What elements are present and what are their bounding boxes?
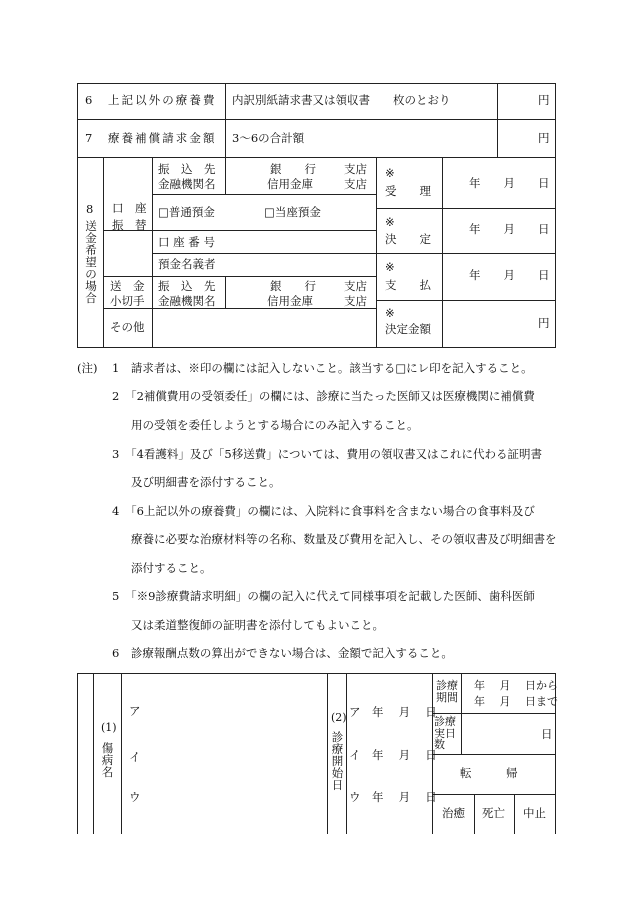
shibo-option[interactable]: 死亡 [482, 806, 505, 820]
shinkin-label: 信用金庫 [267, 177, 313, 191]
kaishi-a-date: ア 年 月 日 [349, 705, 437, 719]
kettei-label: 決 定 [385, 232, 431, 246]
note-2-line-1: 2 「2補償費用の受領委任」の欄には、診療に当たった医師又は医療機関に補償費 [112, 389, 535, 403]
tenki-label: 転 帰 [460, 766, 518, 780]
shobyo-i: イ [129, 750, 141, 764]
kaishi-i-date: イ 年 月 日 [349, 748, 437, 762]
row6-content: 内訳別紙請求書又は領収書 枚のとおり [232, 93, 451, 107]
soukin-label: 送 金 [110, 279, 145, 293]
furikomi-label: 振 込 先 [158, 162, 216, 176]
note-3-line-1: 3 「4看護料」及び「5移送費」については、費用の領収書又はこれに代わる証明書 [112, 447, 542, 461]
chiyu-option[interactable]: 治癒 [442, 806, 465, 820]
note-4-line-3: 添付すること。 [131, 561, 212, 575]
shiten-label-4: 支店 [344, 294, 367, 308]
notes-head: (注) [77, 361, 98, 375]
note-1-line-1: 1 請求者は、※印の欄には記入しないこと。該当する□にレ印を記入すること。 [112, 361, 533, 375]
kaishi-num: (2) [331, 711, 347, 724]
kikan-from: 年 月 日から [474, 679, 558, 692]
shiharai-date: 年 月 日 [469, 268, 550, 282]
row6-unit: 円 [538, 93, 550, 107]
sec8-number: 8 [86, 202, 94, 216]
shobyo-num: (1) [101, 721, 117, 734]
kettei-mark: ※ [385, 215, 395, 229]
shiharai-mark: ※ [385, 260, 395, 274]
kinyu-label: 金融機関名 [158, 177, 216, 191]
kouza-label: 口 座 [112, 201, 147, 215]
jitsunissu-unit: 日 [541, 727, 553, 741]
kaishi-label: 診療開始日 [331, 730, 344, 793]
kaishi-u-date: ウ 年 月 日 [349, 790, 437, 804]
kettei-gaku-label: 決定金額 [385, 322, 431, 336]
kettei-gaku-unit: 円 [538, 316, 550, 330]
note-6-line-1: 6 診療報酬点数の算出ができない場合は、金額で記入すること。 [112, 646, 453, 660]
ginko-label-2: 銀 行 [270, 279, 316, 293]
furikomi-label-2: 振 込 先 [158, 279, 216, 293]
note-5-line-1: 5 「※9診療費請求明細」の欄の記入に代えて同様事項を記載した医師、歯科医師 [112, 589, 535, 603]
shiten-label-3: 支店 [344, 279, 367, 293]
row7-label: 7 療養補償請求金額 [85, 131, 217, 145]
furikae-label: 振 替 [112, 218, 147, 232]
juri-date: 年 月 日 [469, 176, 550, 190]
kogitte-label: 小切手 [110, 294, 145, 308]
ginko-label: 銀 行 [270, 162, 316, 176]
note-4-line-1: 4 「6上記以外の療養費」の欄には、入院料に食事料を含まない場合の食事料及び [112, 504, 535, 518]
note-4-line-2: 療養に必要な治療材料等の名称、数量及び費用を記入し、その領収書及び明細書を [131, 532, 557, 546]
touza-checkbox[interactable]: □当座預金 [264, 205, 321, 219]
kouza-bangou-label: 口 座 番 号 [158, 235, 215, 249]
meigi-label: 預金名義者 [158, 257, 216, 271]
note-5-line-2: 又は柔道整復師の証明書を添付してもよいこと。 [131, 618, 384, 632]
shobyo-label: 傷病名 [101, 741, 114, 780]
shinkin-label-2: 信用金庫 [267, 294, 313, 308]
juri-mark: ※ [385, 166, 395, 180]
shiten-label: 支店 [344, 162, 367, 176]
note-3-line-2: 及び明細書を添付すること。 [131, 475, 281, 489]
shobyo-u: ウ [129, 790, 141, 804]
kinyu-label-2: 金融機関名 [158, 294, 216, 308]
shiten-label-2: 支店 [344, 177, 367, 191]
chushi-option[interactable]: 中止 [523, 806, 546, 820]
note-2-line-2: 用の受領を委任しようとする場合にのみ記入すること。 [131, 418, 419, 432]
kettei-date: 年 月 日 [469, 222, 550, 236]
futsuu-checkbox[interactable]: □普通預金 [158, 205, 215, 219]
kikan-label: 診療期間 [436, 679, 458, 704]
juri-label: 受 理 [385, 184, 431, 198]
sonota-label: その他 [110, 320, 145, 334]
shobyo-a: ア [129, 704, 141, 718]
jitsunissu-label: 診療実日数 [434, 715, 456, 752]
row7-content: 3～6の合計額 [232, 131, 305, 145]
kikan-to: 年 月 日まで [474, 695, 558, 708]
sec8-title: 送金希望の場合 [85, 219, 97, 306]
row7-unit: 円 [538, 131, 550, 145]
shiharai-label: 支 払 [385, 278, 431, 292]
kettei-gaku-mark: ※ [385, 306, 395, 320]
row6-label: 6 上記以外の療養費 [85, 93, 217, 107]
